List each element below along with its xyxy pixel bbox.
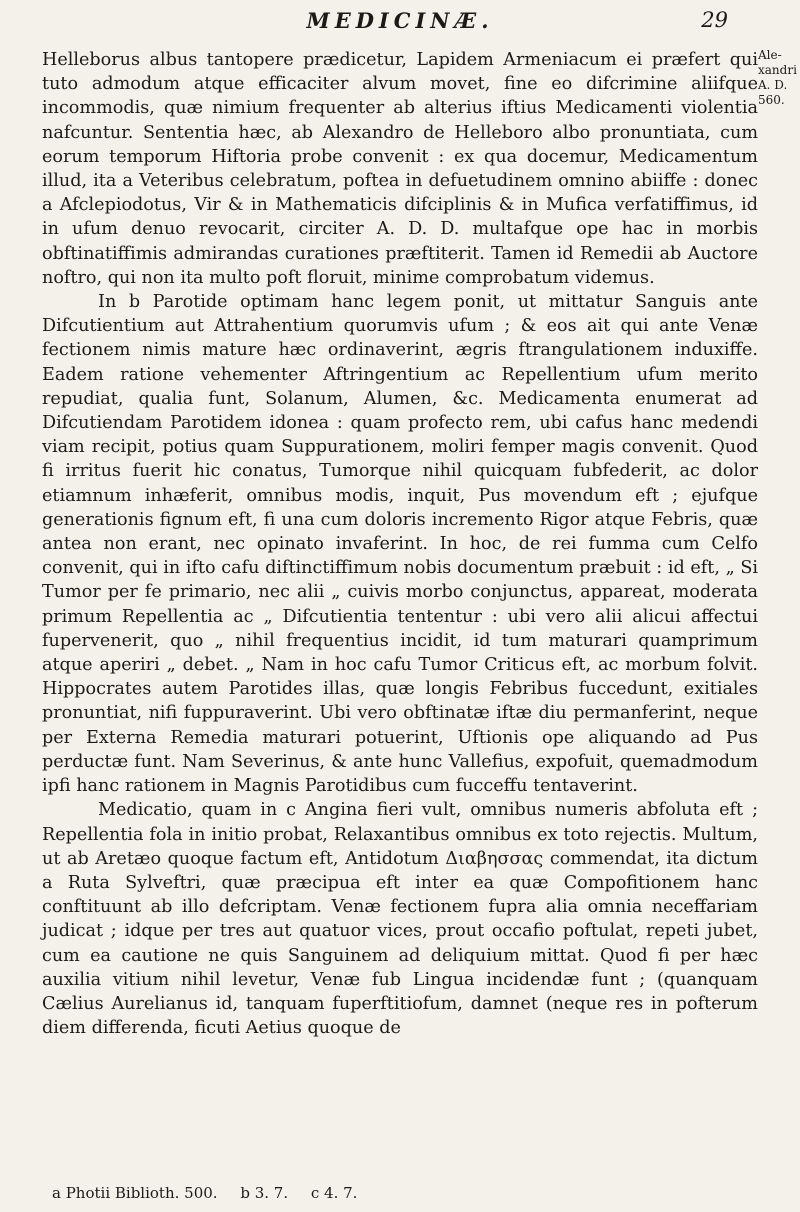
margin-note	[758, 48, 796, 108]
paragraph: Helleborus albus tantopere prædicetur, Lapidem Armeniacum ei præfert qui tuto admodum atque efficaciter alvum movet, fine eo difcrimine aliifque incommodis, quæ nimium frequenter ab alterius iftius Medicamenti violentia nafcuntur. Sententia hæc, ab Alexandro de Helleboro albo pronuntiata, cum eorum temporum Hiftoria probe convenit : ex qua docemur, Medicamentum illud, ita a Veteribus celebratum, poftea in defuetudinem omnino abiiffe : donec a Afclepiodotus, Vir & in Mathematicis difciplinis & in Mufica verfatiffimus, id in ufum denuo revocarit, circiter A. D. D. multafque ope hac in morbis obftinatiffimis admirandas curationes præftiterit. Tamen id Remedii ab Auctore noftro, qui non ita multo poft floruit, minime comprobatum videmus.	[42, 50, 758, 288]
body-text	[42, 48, 758, 1040]
running-title: MEDICINÆ.	[306, 8, 494, 33]
page-number: 29	[701, 8, 728, 32]
paragraph: Medicatio, quam in c Angina fieri vult, omnibus numeris abfoluta eft ; Repellentia fola in initio probat, Relaxantibus omnibus ex toto rejectis. Multum, ut ab Aretæo quoque factum eft, Antidotum Διαβησσας commendat, ita dictum a Ruta Sylveftri, quæ præcipua eft inter ea quæ Compofitionem hanc conftituunt ab illo defcriptam. Venæ fectionem fupra alia omnia neceffariam judicat ; idque per tres aut quatuor vices, prout occafio poftulat, repeti jubet, cum ea cautione ne quis Sanguinem ad deliquium mittat. Quod fi per hæc auxilia vitium nihil levetur, Venæ fub Lingua incidendæ funt ; (quanquam Cælius Aurelianus id, tanquam fuperftitiofum, damnet (neque res in pofterum diem differenda, ficuti Aetius quoque de	[42, 800, 758, 1039]
margin-note-line: 560.	[758, 93, 785, 107]
footnote: b 3. 7.	[240, 1184, 289, 1202]
footnote: c 4. 7.	[310, 1184, 358, 1202]
margin-note-line: Ale-	[758, 48, 782, 62]
paragraph: In b Parotide optimam hanc legem ponit, ut mittatur Sanguis ante Difcutientium aut Attrahentium quorumvis ufum ; & eos ait qui ante Venæ fectionem nimis mature hæc ordinaverint, ægris ftrangulationem induxiffe. Eadem ratione vehementer Aftringentium ac Repellentium ufum merito repudiat, qualia funt, Solanum, Alumen, &c. Medicamenta enumerat ad Difcutiendam Parotidem idonea : quam profecto rem, ubi cafus hanc medendi viam recipit, potius quam Suppurationem, moliri femper magis convenit. Quod fi irritus fuerit hic conatus, Tumorque nihil quicquam fubfederit, ac dolor etiamnum inhæferit, omnibus modis, inquit, Pus movendum eft ; ejufque generationis fignum eft, fi una cum doloris incremento Rigor atque Febris, quæ antea non erant, nec opinato invaferint. In hoc, de rei fumma cum Celfo convenit, qui in ifto cafu diftinctiffimum nobis documentum præbuit : id eft, „ Si Tumor per fe primario, nec alii „ cuivis morbo conjunctus, appareat, moderata primum Repellentia ac „ Difcutientia tententur : ubi vero alii alicui affectui fupervenerit, quo „ nihil frequentius incidit, id tum maturari quamprimum atque aperiri „ debet. „ Nam in hoc cafu Tumor Criticus eft, ac morbum folvit. Hippocrates autem Parotides illas, quæ longis Febribus fuccedunt, exitiales pronuntiat, nifi fuppuraverint. Ubi vero obftinatæ iftæ diu permanferint, neque per Externa Remedia maturari potuerint, Uftionis ope aliquando ad Pus perductæ funt. Nam Severinus, & ante hunc Vallefius, expofuit, quemadmodum ipfi hanc rationem in Magnis Parotidibus cum fucceffu tentaverint.	[42, 292, 758, 797]
margin-note-line: xandri	[758, 63, 797, 77]
footnote: a Photii Biblioth. 500.	[52, 1184, 218, 1202]
footnotes	[52, 1184, 612, 1202]
margin-note-line: A. D.	[758, 78, 788, 92]
